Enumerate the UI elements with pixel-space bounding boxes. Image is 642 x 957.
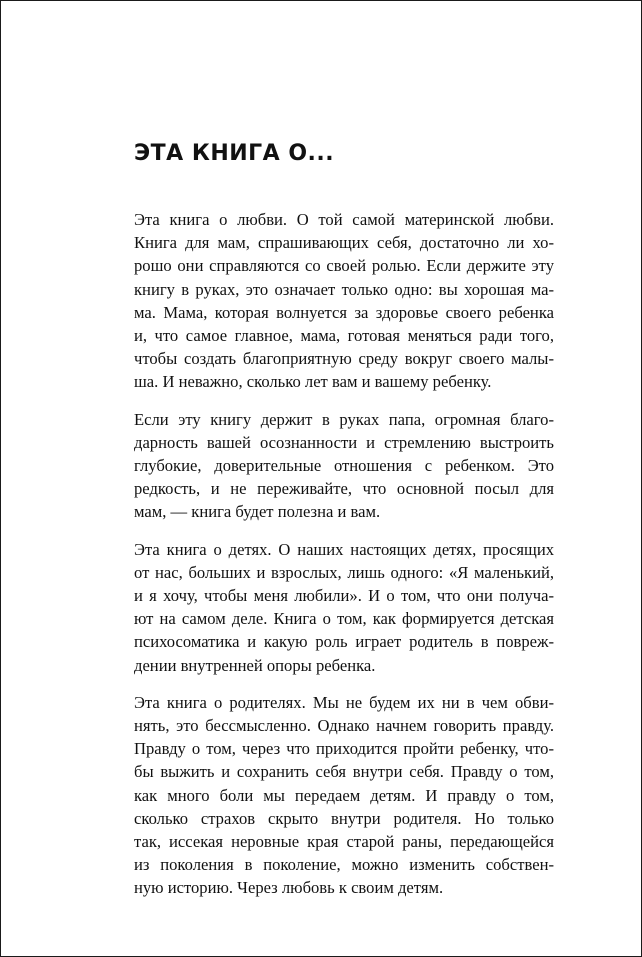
paragraph-fathers [134,408,554,524]
text-line: дарность вашей осознанности и стремлению выстроить [134,432,554,452]
paragraph-love [134,208,554,394]
chapter-body [134,208,554,914]
text-line: Эта книга о родителях. Мы не будем их ни в чем обви- [134,692,554,712]
text-line: ма. Мама, которая волнуется за здоровье своего ребенка [134,302,554,322]
text-line: нять, это бессмысленно. Однако начнем говорить правду. [134,716,554,736]
text-line: из поколения в поколение, можно изменить собствен- [134,855,554,875]
text-line: ют на самом деле. Книга о том, как формируется детская [134,609,554,629]
text-line: ную историю. Через любовь к своим детям. [134,878,444,898]
text-line: бы выжить и сохранить себя внутри себя. Правду о том, [134,762,554,782]
text-line: рошо они справляются со своей ролью. Если держите эту [134,256,554,276]
text-line: Если эту книгу держит в руках папа, огромная благо- [134,409,554,429]
text-line: мам, — книга будет полезна и вам. [134,502,381,522]
text-line: редкость, и не переживайте, что основной посыл для [134,479,554,499]
text-line: Эта книга о детях. О наших настоящих детях, просящих [134,539,554,559]
text-line: глубокие, доверительные отношения с ребенком. Это [134,456,554,476]
paragraph-children [134,538,554,677]
paragraph-parents [134,691,554,900]
text-line: психосоматика и какую роль играет родитель в повреж- [134,632,554,652]
text-line: Правду о том, через что приходится пройти ребенку, что- [134,739,554,759]
text-line: Книга для мам, спрашивающих себя, достаточно ли хо- [134,233,554,253]
text-line: как много боли мы передаем детям. И правду о том, [134,785,554,805]
text-line: ша. И неважно, сколько лет вам и вашему ребенку. [134,372,492,392]
text-line: Эта книга о любви. О той самой материнской любви. [134,210,554,229]
text-line: от нас, больших и взрослых, лишь одного: «Я маленький, [134,562,554,582]
text-line: так, иссекая неровные края старой раны, передающейся [134,832,554,852]
text-line: дении внутренней опоры ребенка. [134,655,376,675]
text-line: сколько страхов скрыто внутри родителя. Но только [134,808,554,828]
text-line: и я хочу, чтобы меня любили». И о том, что они получа- [134,586,554,606]
text-line: и, что самое главное, мама, готовая меняться ради того, [134,326,554,346]
text-line: книгу в руках, это означает только одно: вы хорошая ма- [134,279,554,299]
chapter-title: ЭТА КНИГА О... [134,141,335,166]
text-line: чтобы создать благоприятную среду вокруг своего малы- [134,349,554,369]
